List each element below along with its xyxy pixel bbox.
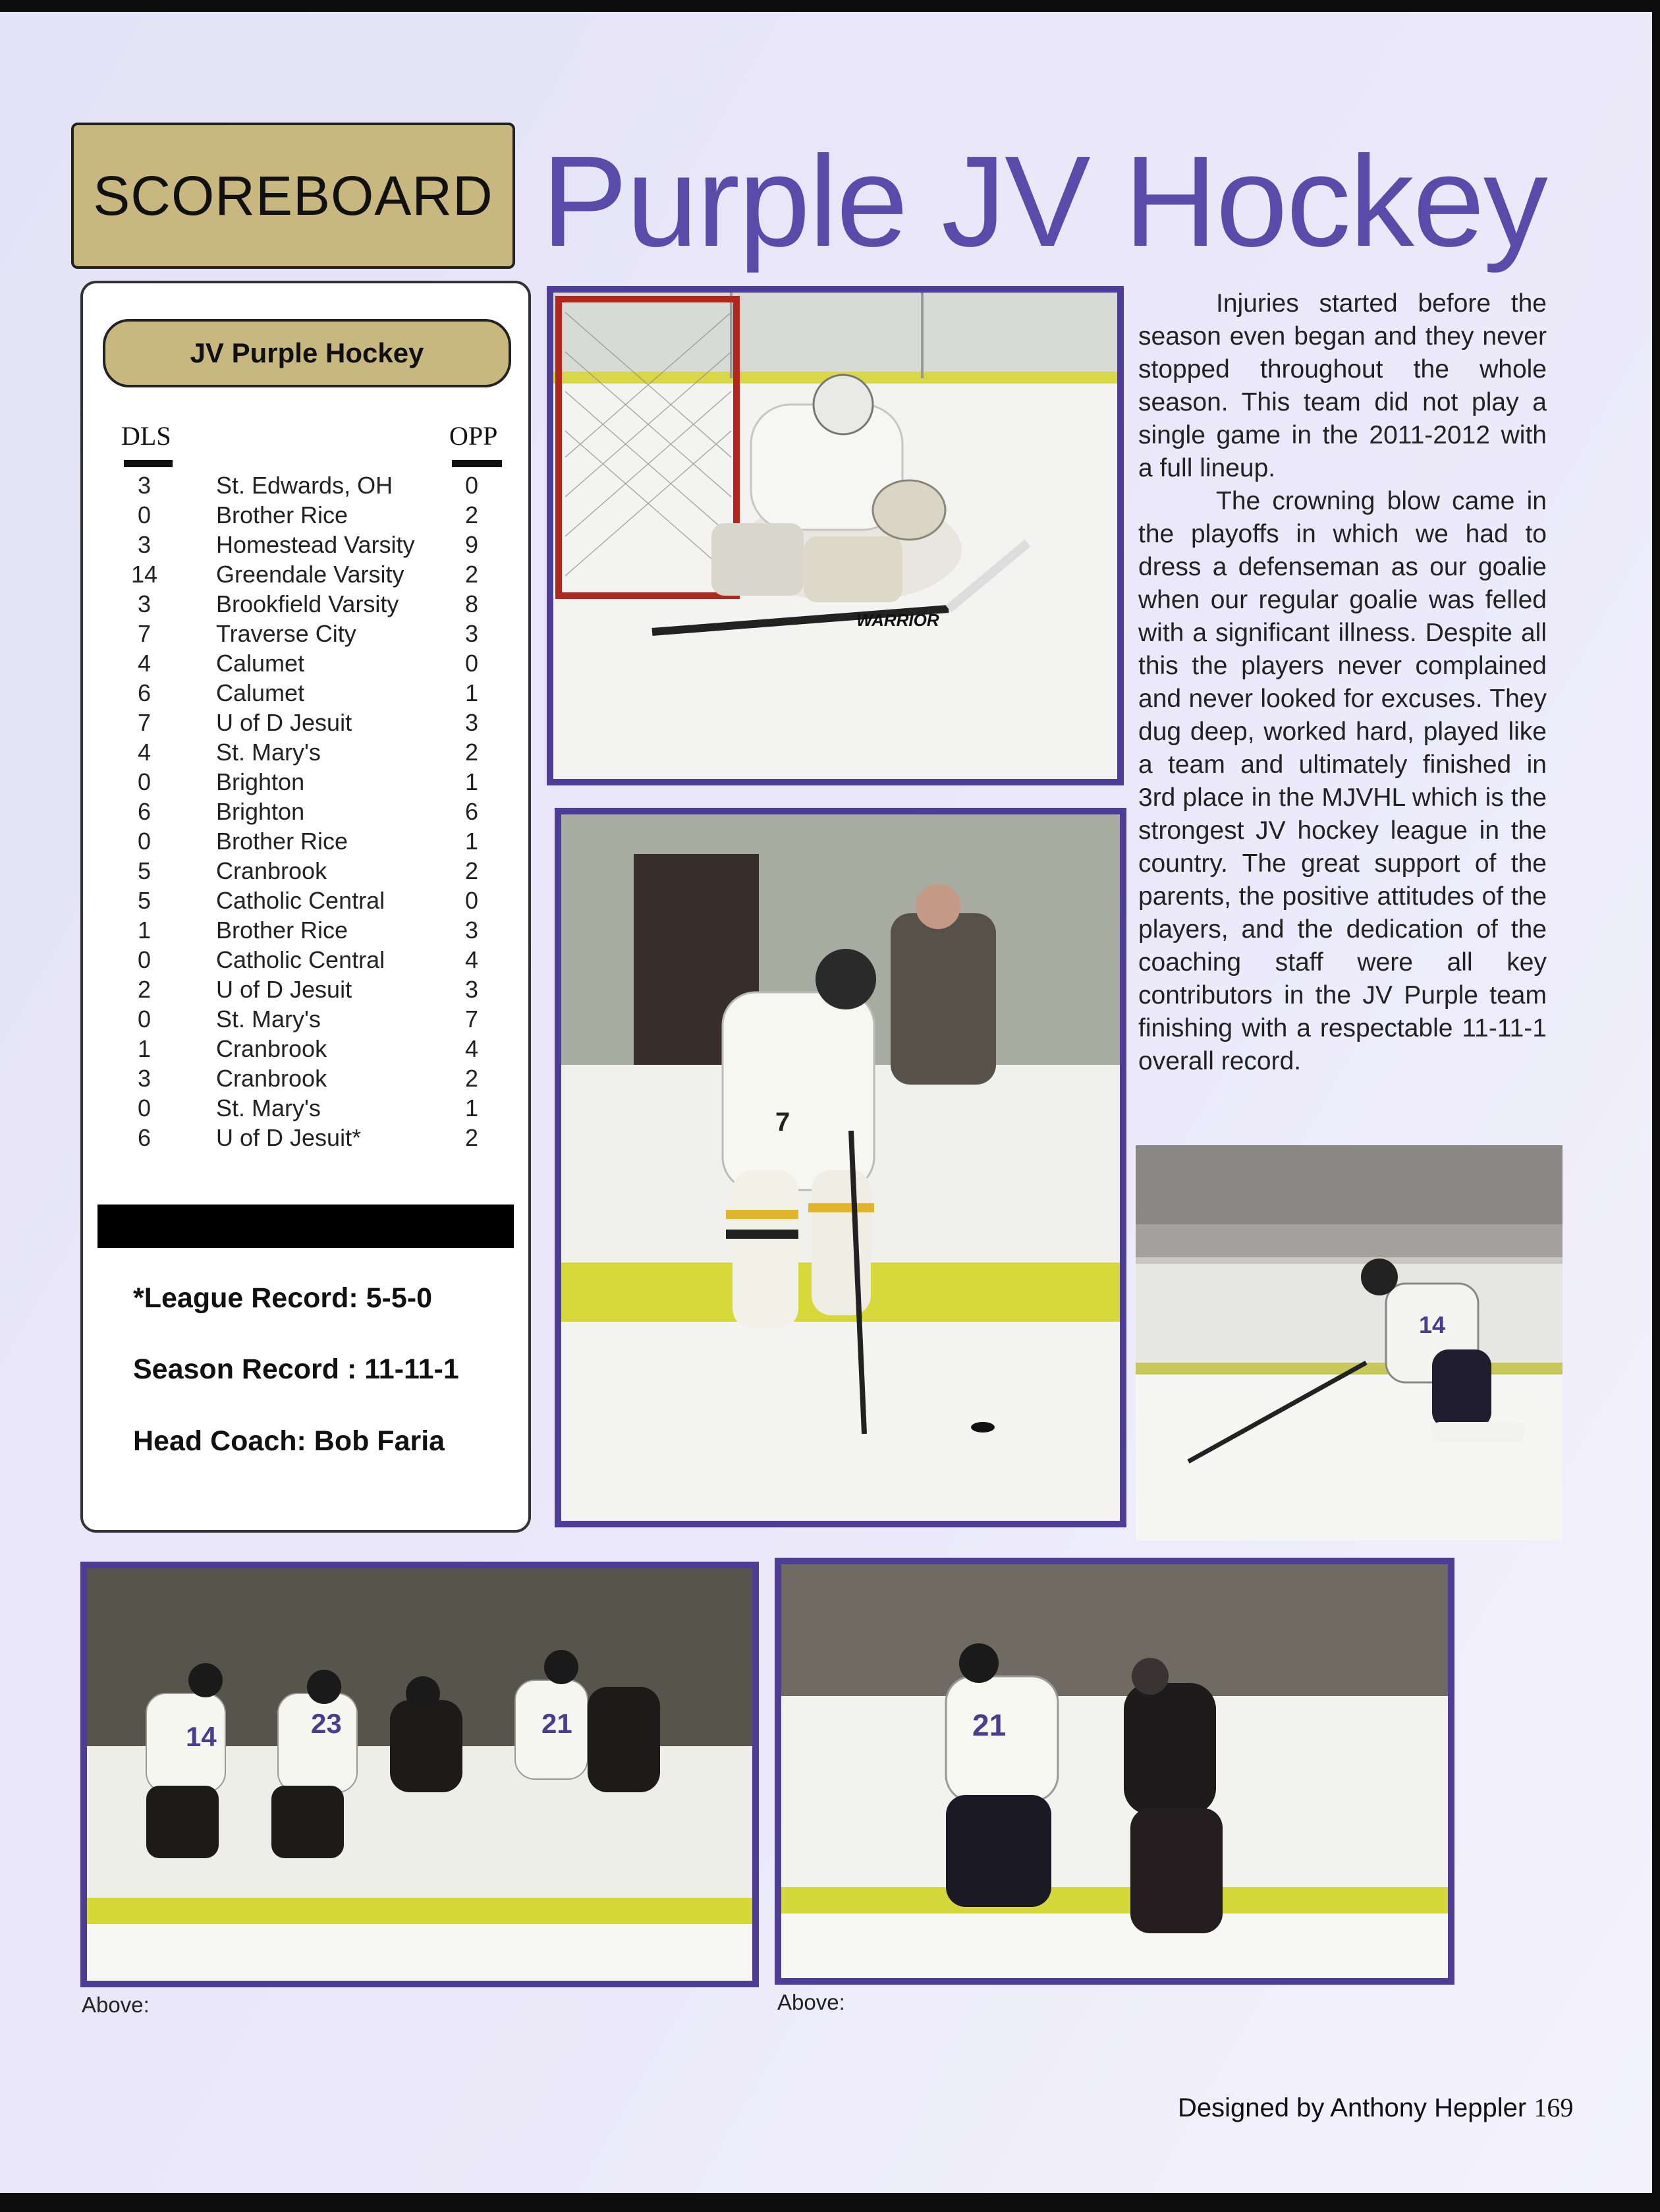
- opponent-name: Cranbrook: [216, 1065, 327, 1092]
- league-record: *League Record: 5-5-0: [133, 1282, 433, 1314]
- dls-header-rule: [124, 460, 173, 467]
- dls-score: 0: [137, 946, 152, 973]
- scoreboard-panel: [80, 281, 531, 1533]
- caption-right: Above:: [777, 1990, 845, 2014]
- opponent-name: St. Edwards, OH: [216, 472, 393, 499]
- dls-score: 0: [137, 1094, 152, 1121]
- page-number: 169: [1534, 2093, 1574, 2122]
- dls-score: 1: [137, 1035, 152, 1062]
- opponent-name: St. Mary's: [216, 1094, 321, 1121]
- dls-score: 3: [137, 472, 152, 499]
- dls-score: 2: [137, 976, 152, 1003]
- dls-score: 6: [137, 798, 152, 825]
- score-row: [83, 590, 534, 620]
- score-row: [83, 501, 534, 531]
- opp-score: 3: [464, 976, 479, 1003]
- score-row: [83, 1006, 534, 1035]
- opp-score: 7: [464, 1006, 479, 1033]
- caption-left: Above:: [82, 1993, 150, 2017]
- opp-score: 1: [464, 1094, 479, 1121]
- score-row: [83, 709, 534, 739]
- opponent-name: Brother Rice: [216, 917, 348, 944]
- skater-photo: [555, 808, 1126, 1527]
- opp-score: 2: [464, 857, 479, 884]
- dls-score: 0: [137, 501, 152, 528]
- opp-score: 2: [464, 1065, 479, 1092]
- opponent-name: Brother Rice: [216, 828, 348, 855]
- score-row: [83, 531, 534, 561]
- opp-score: 2: [464, 501, 479, 528]
- story-paragraph-2: The crowning blow came in the playoffs in which we had to dress a defenseman as our goalie when our regular goalie was felled with a significant illness. Despite all this the players never complained and never looked for excuses. They dug deep, worked hard, played like a team and ultimately finished in 3rd place in the MJVHL which is the strongest JV hockey league in the country. The great support of the parents, the positive attitudes of the players, and the dedication of the coaching staff were all key contributors in the JV Purple team finishing with a respectable 11-11-1 overall record.: [1138, 487, 1547, 1075]
- opp-score: 1: [464, 768, 479, 795]
- opponent-name: St. Mary's: [216, 1006, 321, 1033]
- dls-score: 5: [137, 857, 152, 884]
- opp-score: 4: [464, 1035, 479, 1062]
- page-title: Purple JV Hockey: [541, 129, 1547, 273]
- opp-score: 0: [464, 650, 479, 677]
- opp-score: 1: [464, 679, 479, 706]
- score-row: [83, 1065, 534, 1094]
- opp-score: 6: [464, 798, 479, 825]
- opp-score: 3: [464, 709, 479, 736]
- opponent-name: Catholic Central: [216, 946, 385, 973]
- story-text: [1138, 287, 1547, 1078]
- dls-score: 6: [137, 679, 152, 706]
- dls-score: 7: [137, 620, 152, 647]
- yearbook-page: [0, 12, 1652, 2193]
- dls-score: 14: [130, 561, 158, 588]
- opp-column-header: OPP: [449, 421, 498, 451]
- score-row: [83, 976, 534, 1006]
- score-row: [83, 650, 534, 679]
- score-row: [83, 917, 534, 946]
- jersey-number-23: 23: [311, 1708, 342, 1739]
- battle-photo: [775, 1558, 1454, 1985]
- score-row: [83, 828, 534, 857]
- jersey-number-21: 21: [972, 1708, 1007, 1742]
- opponent-name: U of D Jesuit*: [216, 1124, 362, 1151]
- scoreboard-label: SCOREBOARD: [71, 123, 515, 269]
- opponent-name: Catholic Central: [216, 887, 385, 914]
- score-row: [83, 1124, 534, 1154]
- score-row: [83, 857, 534, 887]
- opp-score: 2: [464, 1124, 479, 1151]
- dls-score: 3: [137, 590, 152, 617]
- dls-column-header: DLS: [121, 421, 171, 451]
- score-table: [83, 472, 534, 1154]
- dls-score: 5: [137, 887, 152, 914]
- dls-score: 3: [137, 1065, 152, 1092]
- jersey-number-14-faceoff: 14: [186, 1721, 217, 1752]
- score-row: [83, 887, 534, 917]
- opp-score: 3: [464, 620, 479, 647]
- opp-score: 0: [464, 887, 479, 914]
- opp-score: 8: [464, 590, 479, 617]
- opponent-name: Cranbrook: [216, 1035, 327, 1062]
- opponent-name: U of D Jesuit: [216, 976, 352, 1003]
- opp-score: 0: [464, 472, 479, 499]
- score-row: [83, 768, 534, 798]
- opponent-name: Cranbrook: [216, 857, 327, 884]
- dls-score: 0: [137, 828, 152, 855]
- opp-score: 2: [464, 561, 479, 588]
- designer-credit: Designed by Anthony Heppler: [1178, 2093, 1527, 2122]
- story-paragraph-1: Injuries started before the season even began and they never stopped throughout the whole season. This team did not play a single game in the 2011-2012 with a full lineup.: [1138, 289, 1547, 482]
- opponent-name: U of D Jesuit: [216, 709, 352, 736]
- dls-score: 1: [137, 917, 152, 944]
- score-row: [83, 1035, 534, 1065]
- opp-score: 1: [464, 828, 479, 855]
- opponent-name: Traverse City: [216, 620, 356, 647]
- opp-score: 9: [464, 531, 479, 558]
- scoreboard-heading: JV Purple Hockey: [103, 319, 511, 387]
- opponent-name: Greendale Varsity: [216, 561, 404, 588]
- dls-score: 6: [137, 1124, 152, 1151]
- opponent-name: Brighton: [216, 798, 305, 825]
- season-record: Season Record : 11-11-1: [133, 1353, 459, 1385]
- goalie-photo: [547, 286, 1124, 785]
- footer: [1178, 2092, 1573, 2123]
- opp-header-rule: [452, 460, 502, 467]
- score-row: [83, 798, 534, 828]
- score-row: [83, 679, 534, 709]
- score-row: [83, 946, 534, 976]
- score-row: [83, 620, 534, 650]
- opp-score: 3: [464, 917, 479, 944]
- dls-score: 0: [137, 768, 152, 795]
- opponent-name: St. Mary's: [216, 739, 321, 766]
- dls-score: 4: [137, 650, 152, 677]
- jersey-number-14: 14: [1419, 1311, 1446, 1338]
- opponent-name: Calumet: [216, 650, 305, 677]
- dls-score: 3: [137, 531, 152, 558]
- opp-score: 4: [464, 946, 479, 973]
- score-row: [83, 739, 534, 768]
- score-row: [83, 472, 534, 501]
- head-coach: Head Coach: Bob Faria: [133, 1425, 445, 1457]
- faceoff-photo: [80, 1562, 759, 1987]
- redaction-bar: [97, 1205, 514, 1248]
- skating-player-photo: [1136, 1145, 1563, 1541]
- opponent-name: Brother Rice: [216, 501, 348, 528]
- opponent-name: Brookfield Varsity: [216, 590, 399, 617]
- dls-score: 7: [137, 709, 152, 736]
- score-row: [83, 1094, 534, 1124]
- opponent-name: Calumet: [216, 679, 305, 706]
- jersey-number-21-faceoff: 21: [541, 1708, 572, 1739]
- opp-score: 2: [464, 739, 479, 766]
- jersey-number-7: 7: [775, 1108, 790, 1137]
- opponent-name: Brighton: [216, 768, 305, 795]
- dls-score: 0: [137, 1006, 152, 1033]
- score-row: [83, 561, 534, 590]
- dls-score: 4: [137, 739, 152, 766]
- opponent-name: Homestead Varsity: [216, 531, 415, 558]
- stick-brand-text: WARRIOR: [856, 610, 939, 630]
